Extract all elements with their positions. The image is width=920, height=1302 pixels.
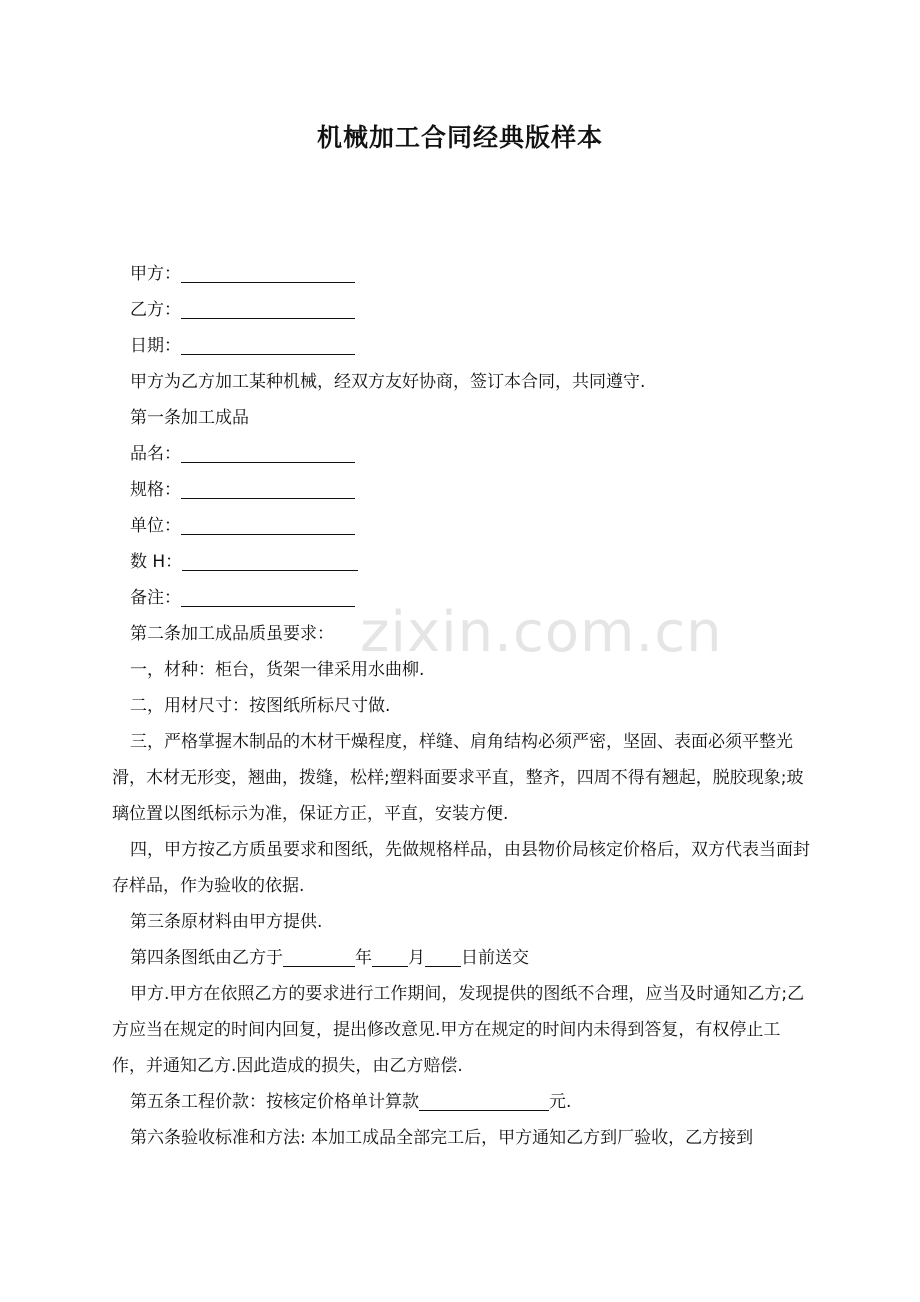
party-a-blank [181,260,355,283]
article4-prefix: 第四条图纸由乙方于 [130,948,283,968]
watermark: zixin.com.cn [360,600,723,665]
party-a-line [130,256,830,292]
party-b-line [130,292,830,328]
article4-year-blank [283,944,355,967]
party-a-label: 甲方： [130,264,181,284]
spec-blank [181,476,355,499]
article5-amount-blank [419,1088,549,1111]
remarks-blank [181,584,355,607]
product-name-blank [181,440,355,463]
article4-body: 甲方.甲方在依照乙方的要求进行工作期间，发现提供的图纸不合理，应当及时通知乙方;乙方应当在规定的时间内回复，提出修改意见.甲方在规定的时间内未得到答复，有权停止工作，并通知乙方.因此造成的损失，由乙方赔偿. [112,984,805,1076]
spec-line [130,472,830,508]
article6-text: 第六条验收标准和方法: 本加工成品全部完工后，甲方通知乙方到厂验收，乙方接到 [130,1128,754,1148]
article5-line [130,1084,830,1120]
document-title: 机械加工合同经典版样本 [316,123,603,152]
unit-blank [181,512,355,535]
article4-line [130,940,830,976]
article2-heading: 第二条加工成品质虽要求： [130,624,334,644]
intro-text: 甲方为乙方加工某种机械，经双方友好协商，签订本合同，共同遵守. [130,372,646,392]
article1-heading: 第一条加工成品 [130,408,249,428]
party-b-blank [181,296,355,319]
article3-text: 第三条原材料由甲方提供. [130,912,323,932]
spec-label: 规格： [130,480,181,500]
unit-line [130,508,830,544]
article5-prefix: 第五条工程价款：按核定价格单计算款 [130,1092,419,1112]
party-b-label: 乙方： [130,300,181,320]
quantity-blank [182,548,358,571]
article2-item4: 四，甲方按乙方质虽要求和图纸，先做规格样品，由县物价局核定价格后，双方代表当面封存样品，作为验收的依据. [112,840,810,896]
article4-day-label: 日前送交 [461,948,529,968]
article2-item3: 三，严格掌握木制品的木材干燥程度，样缝、肩角结构必须严密，坚固、表面必须平整光滑，木材无形变，翘曲，拨缝，松样;塑料面要求平直，整齐，四周不得有翘起，脱胶现象;玻璃位置以图纸标示为准，保证方正，平直，安装方便. [112,732,804,824]
unit-label: 单位： [130,516,181,536]
product-name-line [130,436,830,472]
article2-item1: 一，材种：柜台，货架一律采用水曲柳. [130,660,425,680]
product-name-label: 品名： [130,444,181,464]
date-label: 日期： [130,336,181,356]
quantity-label: 数 H： [130,552,183,572]
remarks-label: 备注： [130,588,181,608]
article4-year-label: 年 [355,948,372,968]
date-line [130,328,830,364]
remarks-line [130,580,830,616]
article4-month-label: 月 [408,948,425,968]
date-blank [181,332,355,355]
article5-suffix: 元. [549,1092,572,1112]
article4-day-blank [425,944,461,967]
article2-item2: 二，用材尺寸：按图纸所标尺寸做. [130,696,391,716]
quantity-line [130,544,830,580]
article4-month-blank [372,944,408,967]
